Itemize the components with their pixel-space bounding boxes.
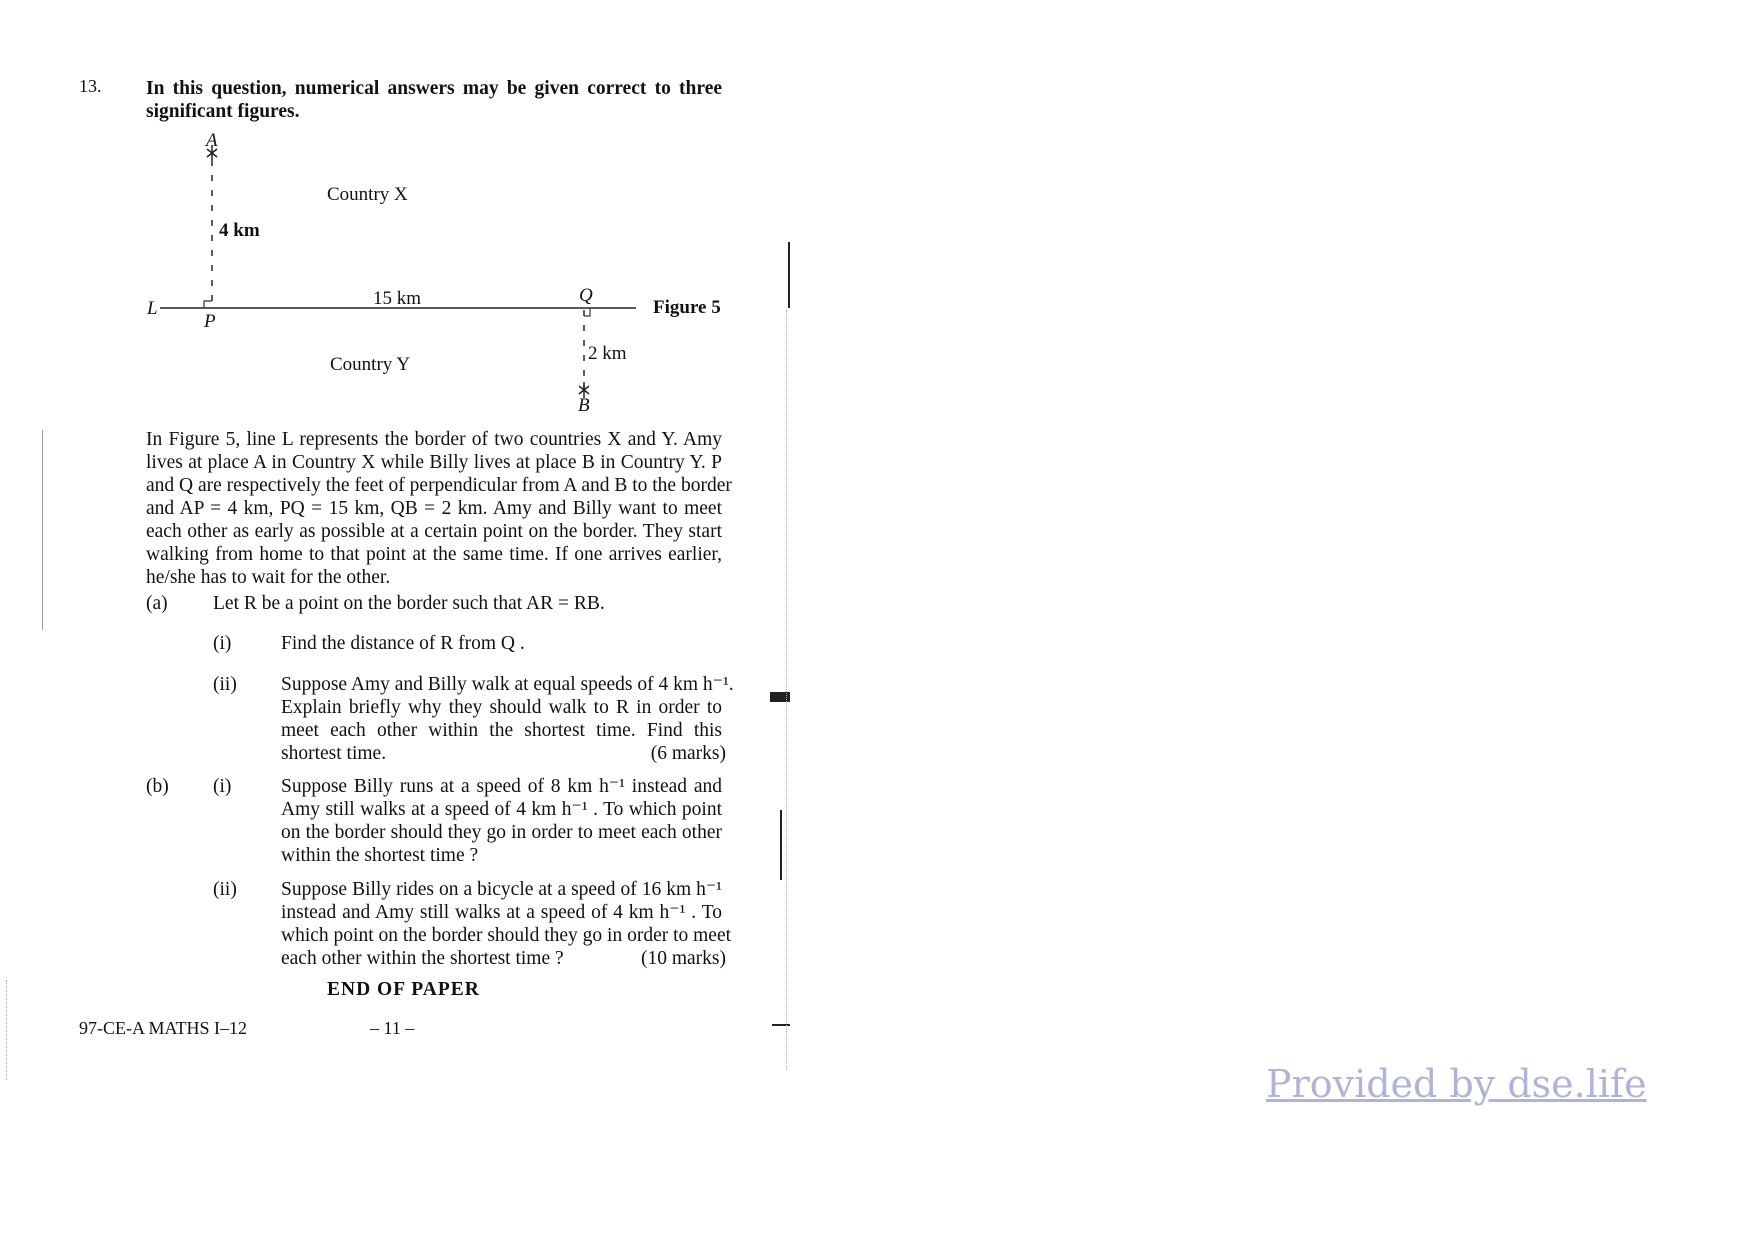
label-p: P [204, 311, 216, 332]
part-b-ii-line-last [281, 947, 726, 970]
scan-artifact [788, 242, 790, 308]
part-b-i-line: on the border should they go in order to meet each other [281, 822, 722, 843]
label-q: Q [579, 285, 593, 306]
scan-artifact [772, 1024, 790, 1026]
figure-5 [0, 0, 900, 430]
passage-line: he/she has to wait for the other. [146, 567, 391, 588]
part-b-i-text [281, 775, 722, 867]
part-a-stem: Let R be a point on the border such that AR = RB. [213, 593, 605, 614]
label-l: L [147, 298, 158, 319]
part-a-ii-text [281, 673, 734, 765]
scan-artifact [780, 810, 782, 880]
scan-artifact [786, 310, 787, 1070]
part-a-i-label: (i) [213, 633, 232, 654]
part-b-label: (b) [146, 776, 169, 797]
part-b-ii-line: Suppose Billy rides on a bicycle at a speed of 16 km h⁻¹ [281, 879, 722, 900]
passage-line: and AP = 4 km, PQ = 15 km, QB = 2 km. Amy and Billy want to meet [146, 498, 722, 519]
label-country-y: Country Y [330, 354, 411, 375]
figure-caption: Figure 5 [653, 297, 721, 318]
part-a-ii-line-last [281, 742, 726, 765]
part-b-ii-text [281, 878, 732, 970]
passage-line: lives at place A in Country X while Billy lives at place B in Country Y. P [146, 452, 722, 473]
label-pq-distance: 15 km [373, 288, 422, 309]
part-a-label: (a) [146, 593, 168, 614]
part-b-i-line: Suppose Billy runs at a speed of 8 km h⁻¹ instead and [281, 776, 722, 797]
part-b-ii-line: which point on the border should they go in order to meet [281, 925, 732, 946]
question-passage [146, 428, 732, 589]
part-b-i-line: Amy still walks at a speed of 4 km h⁻¹ . To which point [281, 799, 722, 820]
passage-line: walking from home to that point at the same time. If one arrives earlier, [146, 544, 722, 565]
right-angle-p [204, 301, 212, 308]
part-b-i-label: (i) [213, 776, 232, 797]
paper-code: 97-CE-A MATHS I–12 [79, 1018, 248, 1038]
part-a-ii-line: meet each other within the shortest time. Find this [281, 720, 722, 741]
watermark-link[interactable]: Provided by dse.life [1266, 1062, 1647, 1106]
part-b-i-line: within the shortest time ? [281, 845, 479, 866]
right-angle-q [584, 308, 590, 316]
instruction-line-1: In this question, numerical answers may be given correct to three [146, 78, 722, 99]
label-ap-distance: 4 km [219, 220, 260, 241]
page-number: – 11 – [370, 1018, 415, 1038]
part-a-ii-label: (ii) [213, 674, 237, 695]
instruction-line-2: significant figures. [146, 101, 300, 122]
part-b-marks: (10 marks) [640, 948, 726, 969]
part-b-ii-label: (ii) [213, 879, 237, 900]
figure-diagram [0, 0, 900, 430]
part-a-ii-line: Suppose Amy and Billy walk at equal speeds of 4 km h⁻¹. [281, 674, 734, 695]
part-a-marks: (6 marks) [650, 743, 726, 764]
label-b: B [578, 395, 590, 416]
end-of-paper: END OF PAPER [327, 979, 480, 1000]
label-country-x: Country X [327, 184, 408, 205]
passage-line: each other as early as possible at a certain point on the border. They start [146, 521, 722, 542]
part-a-ii-line: Explain briefly why they should walk to R in order to [281, 697, 722, 718]
part-a-i-text: Find the distance of R from Q . [281, 633, 525, 654]
part-b-ii-line: each other within the shortest time ? [281, 948, 564, 969]
scan-artifact [6, 980, 7, 1080]
question-number: 13. [79, 76, 102, 96]
part-a-ii-line: shortest time. [281, 743, 387, 764]
part-b-ii-line: instead and Amy still walks at a speed of 4 km h⁻¹ . To [281, 902, 722, 923]
passage-line: In Figure 5, line L represents the border of two countries X and Y. Amy [146, 429, 722, 450]
label-a: A [206, 130, 218, 151]
passage-line: and Q are respectively the feet of perpendicular from A and B to the border [146, 475, 732, 496]
scan-artifact [770, 692, 790, 702]
label-qb-distance: 2 km [588, 343, 627, 364]
scan-artifact [42, 430, 43, 630]
